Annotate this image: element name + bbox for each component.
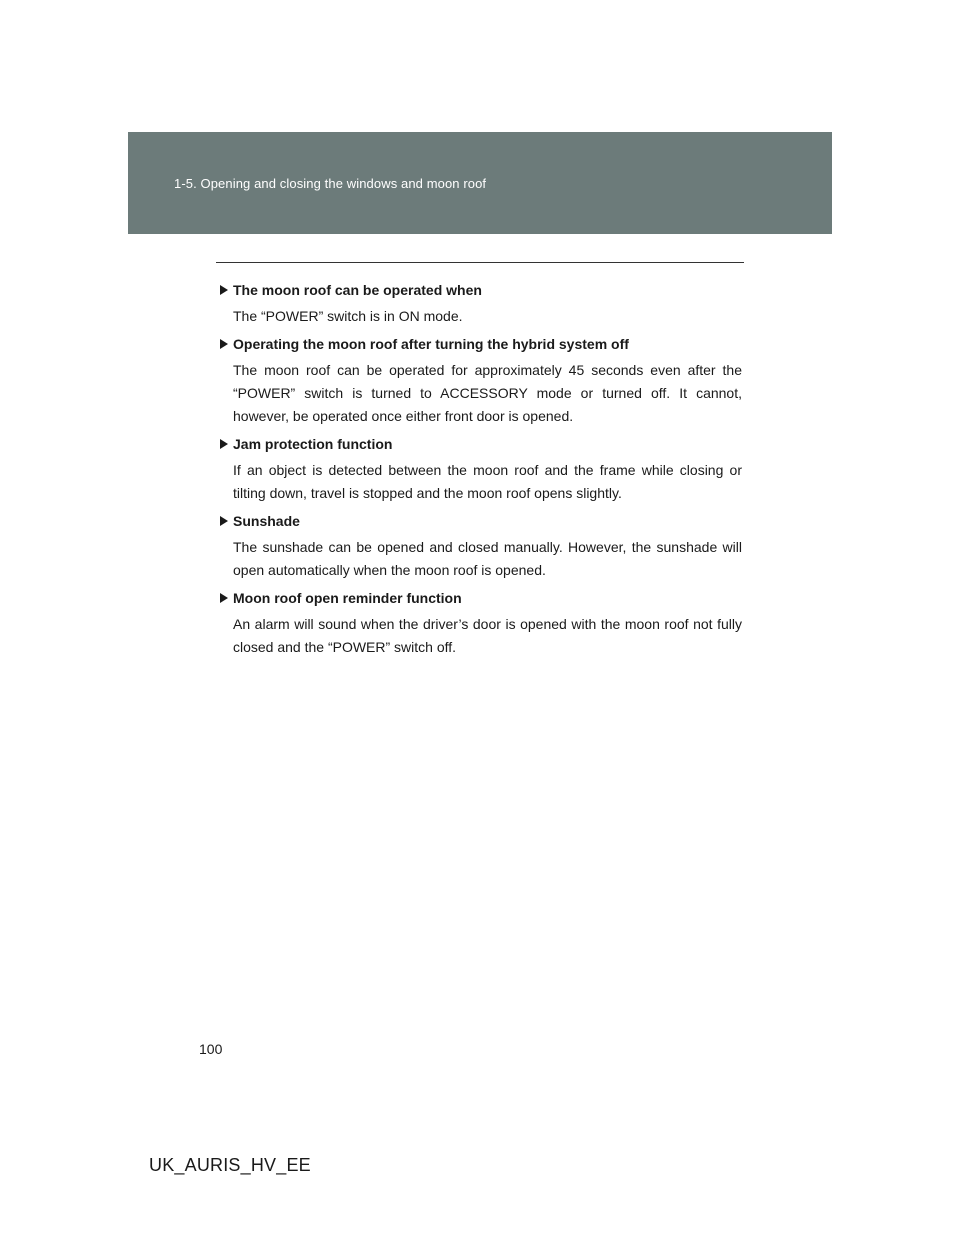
item-body: An alarm will sound when the driver’s door is opened with the moon roof not fully closed and the “POWER” switch off. (233, 616, 742, 655)
triangle-bullet-icon (220, 285, 228, 295)
section-header-band (128, 132, 832, 234)
info-item (220, 588, 742, 659)
info-item (220, 511, 742, 582)
divider-rule (216, 262, 744, 263)
info-item (220, 334, 742, 428)
document-code: UK_AURIS_HV_EE (149, 1155, 311, 1175)
info-item (220, 434, 742, 505)
item-title (220, 334, 742, 354)
item-title (220, 511, 742, 531)
item-title (220, 280, 742, 300)
item-title-text: Operating the moon roof after turning the hybrid system off (233, 336, 629, 352)
item-body: The sunshade can be opened and closed manually. However, the sunshade will open automatically when the moon roof is opened. (233, 539, 742, 578)
item-title-text: Sunshade (233, 513, 300, 529)
info-item (220, 280, 742, 328)
item-body: If an object is detected between the moon roof and the frame while closing or tilting down, travel is stopped and the moon roof opens slightly. (233, 462, 742, 501)
item-body: The moon roof can be operated for approximately 45 seconds even after the “POWER” switch is turned to ACCESSORY mode or turned off. It cannot, however, be operated once either front door is opened. (233, 362, 742, 424)
item-title-text: Jam protection function (233, 436, 393, 452)
page-number: 100 (199, 1041, 223, 1057)
item-title (220, 588, 742, 608)
item-body: The “POWER” switch is in ON mode. (233, 308, 463, 324)
content-area (220, 280, 742, 665)
triangle-bullet-icon (220, 516, 228, 526)
triangle-bullet-icon (220, 439, 228, 449)
item-title (220, 434, 742, 454)
item-title-text: Moon roof open reminder function (233, 590, 462, 606)
item-title-text: The moon roof can be operated when (233, 282, 482, 298)
section-title: 1-5. Opening and closing the windows and moon roof (174, 176, 487, 191)
triangle-bullet-icon (220, 339, 228, 349)
triangle-bullet-icon (220, 593, 228, 603)
